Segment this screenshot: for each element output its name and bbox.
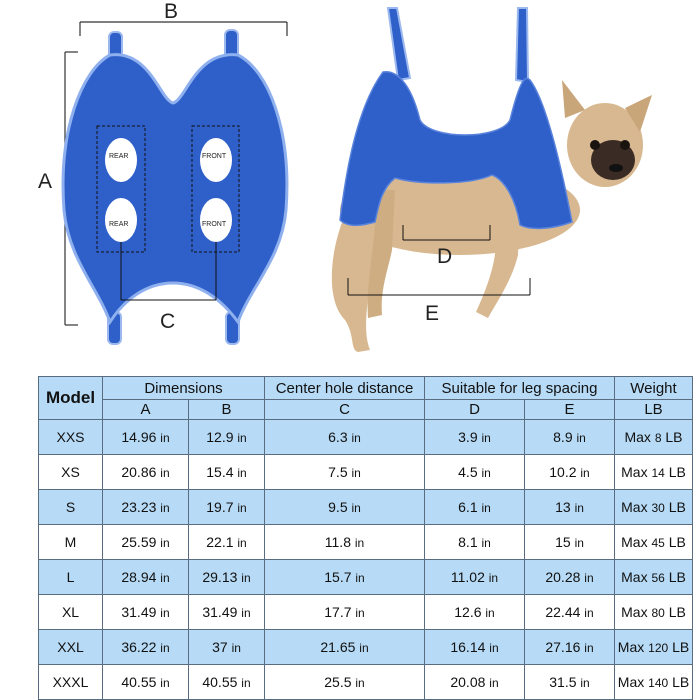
weight-unit: LB xyxy=(668,569,686,585)
cell-e-value: 13 xyxy=(555,499,571,515)
cell-model-value: XXXL xyxy=(52,674,89,690)
subheader-b: B xyxy=(189,400,265,420)
table-row xyxy=(39,420,693,455)
unit-label: in xyxy=(160,571,170,585)
cell-model xyxy=(39,665,103,700)
cell-model-value: S xyxy=(65,499,76,515)
unit-label: in xyxy=(160,606,170,620)
unit-label: in xyxy=(160,431,170,445)
weight-unit: LB xyxy=(668,604,686,620)
cell-model xyxy=(39,455,103,490)
weight-prefix: Max xyxy=(617,674,645,690)
unit-label: in xyxy=(351,466,361,480)
unit-label: in xyxy=(351,431,361,445)
unit-label: in xyxy=(241,606,251,620)
cell-weight xyxy=(615,490,693,525)
unit-label: in xyxy=(489,676,499,690)
cell-e xyxy=(525,490,615,525)
cell-b xyxy=(189,630,265,665)
cell-e xyxy=(525,630,615,665)
weight-unit: LB xyxy=(668,499,686,515)
table-row xyxy=(39,490,693,525)
cell-a-value: 14.96 xyxy=(121,429,157,445)
dimension-a-label: A xyxy=(38,170,53,193)
cell-b-value: 22.1 xyxy=(206,534,234,550)
cell-a xyxy=(103,420,189,455)
unit-label: in xyxy=(481,466,491,480)
cell-e xyxy=(525,420,615,455)
unit-label: in xyxy=(355,676,365,690)
weight-num: 80 xyxy=(651,606,665,620)
weight-num: 56 xyxy=(651,571,665,585)
weight-unit: LB xyxy=(668,464,686,480)
cell-d xyxy=(425,665,525,700)
unit-label: in xyxy=(231,641,241,655)
cell-a-value: 40.55 xyxy=(121,674,157,690)
unit-label: in xyxy=(160,641,170,655)
dimension-d-label: D xyxy=(437,245,453,268)
weight-prefix: Max xyxy=(621,464,648,480)
hole-label-rear-bottom: REAR xyxy=(109,221,129,228)
cell-c-value: 25.5 xyxy=(324,674,352,690)
cell-weight xyxy=(615,560,693,595)
cell-b-value: 31.49 xyxy=(202,604,238,620)
cell-a xyxy=(103,560,189,595)
cell-d-value: 12.6 xyxy=(454,604,482,620)
table-row xyxy=(39,630,693,665)
cell-e-value: 22.44 xyxy=(545,604,581,620)
hole-label-front-bottom: FRONT xyxy=(202,221,227,228)
unit-label: in xyxy=(574,536,584,550)
weight-prefix: Max xyxy=(621,569,648,585)
weight-prefix: Max xyxy=(621,499,648,515)
subheader-lb: LB xyxy=(615,400,693,420)
cell-e-value: 27.16 xyxy=(545,639,581,655)
weight-unit: LB xyxy=(665,429,683,445)
cell-e xyxy=(525,560,615,595)
cell-c xyxy=(265,525,425,560)
cell-c xyxy=(265,560,425,595)
cell-weight xyxy=(615,595,693,630)
cell-e-value: 15 xyxy=(555,534,571,550)
weight-prefix: Max xyxy=(617,639,645,655)
weight-num: 120 xyxy=(648,641,669,655)
unit-label: in xyxy=(359,641,369,655)
cell-e xyxy=(525,525,615,560)
cell-model xyxy=(39,420,103,455)
unit-label: in xyxy=(160,676,170,690)
cell-weight xyxy=(615,455,693,490)
unit-label: in xyxy=(160,536,170,550)
unit-label: in xyxy=(574,501,584,515)
weight-num: 8 xyxy=(654,431,662,445)
unit-label: in xyxy=(241,676,251,690)
cell-d-value: 16.14 xyxy=(450,639,486,655)
unit-label: in xyxy=(237,466,247,480)
weight-unit: LB xyxy=(672,639,690,655)
cell-model xyxy=(39,490,103,525)
unit-label: in xyxy=(481,431,491,445)
table-row xyxy=(39,595,693,630)
weight-prefix: Max xyxy=(621,534,648,550)
cell-a-value: 23.23 xyxy=(121,499,157,515)
cell-b-value: 29.13 xyxy=(202,569,238,585)
cell-model xyxy=(39,560,103,595)
cell-c-value: 6.3 xyxy=(328,429,348,445)
cell-b-value: 12.9 xyxy=(206,429,234,445)
weight-num: 30 xyxy=(651,501,665,515)
cell-model-value: XL xyxy=(61,604,80,620)
unit-label: in xyxy=(160,501,170,515)
cell-model-value: XXL xyxy=(57,639,84,655)
subheader-d: D xyxy=(425,400,525,420)
cell-c-value: 11.8 xyxy=(324,534,351,550)
cell-d-value: 8.1 xyxy=(458,534,478,550)
unit-label: in xyxy=(584,606,594,620)
cell-a xyxy=(103,665,189,700)
cell-d xyxy=(425,525,525,560)
cell-c-value: 7.5 xyxy=(328,464,348,480)
unit-label: in xyxy=(237,536,247,550)
cell-a-value: 25.59 xyxy=(121,534,157,550)
cell-a xyxy=(103,595,189,630)
cell-a xyxy=(103,490,189,525)
table-row xyxy=(39,525,693,560)
unit-label: in xyxy=(481,536,491,550)
weight-prefix: Max xyxy=(624,429,651,445)
cell-e xyxy=(525,595,615,630)
unit-label: in xyxy=(355,606,365,620)
cell-b-value: 40.55 xyxy=(202,674,238,690)
subheader-a: A xyxy=(103,400,189,420)
unit-label: in xyxy=(485,606,495,620)
cell-c xyxy=(265,420,425,455)
cell-c-value: 15.7 xyxy=(324,569,352,585)
cell-a xyxy=(103,525,189,560)
cell-b-value: 37 xyxy=(212,639,228,655)
cell-model xyxy=(39,595,103,630)
cell-model xyxy=(39,630,103,665)
cell-weight xyxy=(615,630,693,665)
header-weight: Weight xyxy=(615,377,693,400)
unit-label: in xyxy=(481,501,491,515)
cell-d-value: 20.08 xyxy=(450,674,486,690)
unit-label: in xyxy=(584,571,594,585)
cell-e-value: 10.2 xyxy=(549,464,577,480)
cell-a xyxy=(103,630,189,665)
table-row xyxy=(39,455,693,490)
unit-label: in xyxy=(241,571,251,585)
unit-label: in xyxy=(355,571,365,585)
cell-b xyxy=(189,490,265,525)
header-model: Model xyxy=(39,377,103,420)
cell-model-value: XXS xyxy=(56,429,85,445)
cell-a xyxy=(103,455,189,490)
unit-label: in xyxy=(580,466,590,480)
size-chart-table xyxy=(38,376,693,700)
dimension-c-label: C xyxy=(160,310,176,333)
unit-label: in xyxy=(354,536,365,550)
cell-e-value: 8.9 xyxy=(553,429,573,445)
weight-num: 140 xyxy=(648,676,669,690)
weight-prefix: Max xyxy=(621,604,648,620)
header-dimensions: Dimensions xyxy=(103,377,265,400)
dog-in-hammock xyxy=(332,8,652,352)
table-row xyxy=(39,665,693,700)
cell-model-value: M xyxy=(64,534,77,550)
cell-weight xyxy=(615,420,693,455)
weight-num: 14 xyxy=(651,466,665,480)
cell-a-value: 36.22 xyxy=(121,639,157,655)
cell-c xyxy=(265,665,425,700)
cell-d-value: 4.5 xyxy=(458,464,478,480)
table-subheader-row xyxy=(39,400,693,420)
cell-b xyxy=(189,525,265,560)
cell-b xyxy=(189,420,265,455)
unit-label: in xyxy=(160,466,170,480)
dimension-e-label: E xyxy=(425,302,440,325)
unit-label: in xyxy=(489,641,499,655)
cell-b xyxy=(189,560,265,595)
subheader-e: E xyxy=(525,400,615,420)
subheader-c: C xyxy=(265,400,425,420)
cell-d xyxy=(425,560,525,595)
dimension-b-label: B xyxy=(164,0,179,23)
cell-e xyxy=(525,665,615,700)
cell-weight xyxy=(615,525,693,560)
cell-c xyxy=(265,455,425,490)
cell-d-value: 3.9 xyxy=(458,429,478,445)
weight-unit: LB xyxy=(668,534,686,550)
unit-label: in xyxy=(580,676,590,690)
cell-a-value: 28.94 xyxy=(121,569,157,585)
cell-model-value: L xyxy=(66,569,75,585)
cell-c-value: 17.7 xyxy=(324,604,352,620)
hole-label-rear-top: REAR xyxy=(109,153,129,160)
table-body xyxy=(39,420,693,700)
unit-label: in xyxy=(237,501,247,515)
cell-c xyxy=(265,595,425,630)
weight-num: 45 xyxy=(651,536,665,550)
cell-model-value: XS xyxy=(61,464,80,480)
cell-c xyxy=(265,630,425,665)
cell-b xyxy=(189,665,265,700)
cell-d xyxy=(425,630,525,665)
cell-c-value: 21.65 xyxy=(320,639,356,655)
unit-label: in xyxy=(576,431,586,445)
header-leg-spacing: Suitable for leg spacing xyxy=(425,377,615,400)
table-row xyxy=(39,560,693,595)
unit-label: in xyxy=(488,571,499,585)
cell-b-value: 15.4 xyxy=(206,464,234,480)
cell-d xyxy=(425,595,525,630)
cell-e-value: 31.5 xyxy=(549,674,577,690)
dimension-b xyxy=(80,0,287,36)
cell-d-value: 11.02 xyxy=(450,569,485,585)
cell-model xyxy=(39,525,103,560)
weight-unit: LB xyxy=(672,674,690,690)
cell-d xyxy=(425,490,525,525)
cell-e xyxy=(525,455,615,490)
cell-b xyxy=(189,595,265,630)
unit-label: in xyxy=(237,431,247,445)
cell-weight xyxy=(615,665,693,700)
cell-d-value: 6.1 xyxy=(458,499,478,515)
flat-hammock xyxy=(63,30,287,344)
cell-a-value: 31.49 xyxy=(121,604,157,620)
cell-b xyxy=(189,455,265,490)
unit-label: in xyxy=(584,641,594,655)
cell-b-value: 19.7 xyxy=(206,499,234,515)
cell-c-value: 9.5 xyxy=(328,499,348,515)
header-center-hole-distance: Center hole distance xyxy=(265,377,425,400)
cell-a-value: 20.86 xyxy=(121,464,157,480)
hole-label-front-top: FRONT xyxy=(202,153,227,160)
cell-d xyxy=(425,455,525,490)
table-header-row xyxy=(39,377,693,400)
cell-e-value: 20.28 xyxy=(545,569,581,585)
cell-d xyxy=(425,420,525,455)
cell-c xyxy=(265,490,425,525)
unit-label: in xyxy=(351,501,361,515)
